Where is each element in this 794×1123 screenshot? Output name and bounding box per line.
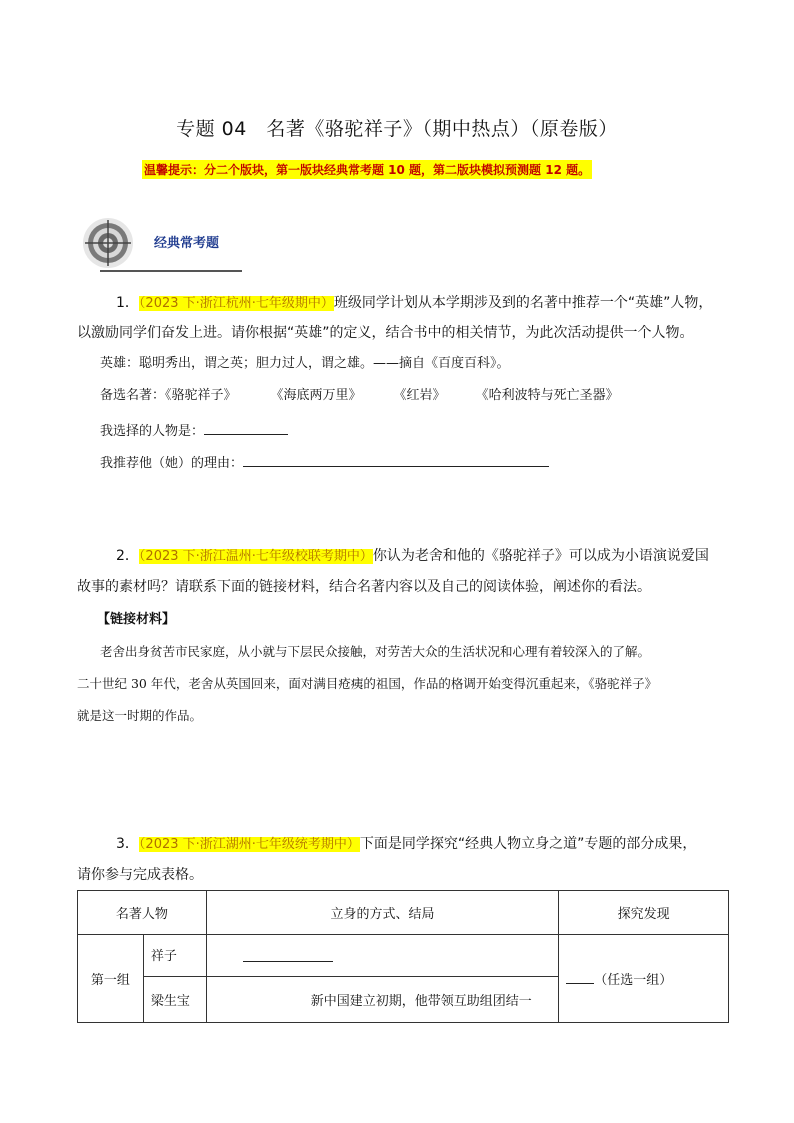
group-cell: 第一组 [78, 935, 144, 1023]
name-cell: 祥子 [143, 935, 206, 977]
table-header-row [78, 891, 729, 935]
q3-line-1 [116, 834, 696, 855]
finding-blank[interactable] [566, 969, 594, 984]
q1-option: 《哈利波特与死亡圣器》 [475, 388, 619, 403]
content-cell [206, 935, 559, 977]
content-cell: 新中国建立初期，他带领互助组团结一 [206, 977, 559, 1023]
target-icon [82, 217, 134, 269]
content-blank[interactable] [243, 947, 333, 962]
q2-text-b: 故事的素材吗？请联系下面的链接材料，结合名著内容以及自己的阅读体验，阐述你的看法。 [77, 579, 651, 595]
q3-source: （2023 下·浙江湖州·七年级统考期中） [138, 837, 360, 852]
section-label: 经典常考题 [154, 236, 220, 251]
q2-source: （2023 下·浙江温州·七年级校联考期中） [138, 549, 373, 564]
header-cell: 名著人物 [78, 891, 207, 935]
q1-source: （2023 下·浙江杭州·七年级期中） [138, 296, 334, 311]
page-title: 专题 04 名著《骆驼祥子》（期中热点）（原卷版） [176, 118, 618, 140]
q1-choice [100, 420, 288, 442]
q3-text-a: 下面是同学探究“经典人物立身之道”专题的部分成果， [359, 836, 697, 852]
finding-cell [559, 935, 729, 1023]
header-cell: 探究发现 [559, 891, 729, 935]
q1-reason-blank[interactable] [243, 452, 549, 467]
q1-options [100, 386, 619, 406]
q3-text-b: 请你参与完成表格。 [77, 867, 203, 883]
table-row [78, 935, 729, 977]
q2-material-line: 就是这一时期的作品。 [77, 708, 203, 723]
q1-reason-label: 我推荐他（她）的理由： [100, 456, 244, 471]
q1-options-label: 备选名著： [100, 388, 166, 403]
q2-material-title: 【链接材料】 [97, 612, 176, 627]
q1-option: 《红岩》 [393, 388, 446, 403]
q1-text-b: 以激励同学们奋发上进。请你根据“英雄”的定义，结合书中的相关情节，为此次活动提供一个人物。 [77, 325, 694, 341]
q3-number: 3． [116, 836, 139, 852]
q1-reason [100, 452, 549, 474]
q1-choice-blank[interactable] [204, 420, 288, 435]
name-cell: 梁生宝 [143, 977, 206, 1023]
q2-line-1 [116, 546, 709, 567]
q1-definition: 英雄：聪明秀出，谓之英；胆力过人，谓之雄。——摘自《百度百科》。 [100, 356, 510, 371]
exploration-table [77, 890, 729, 1023]
section-divider [100, 270, 242, 272]
finding-note: （任选一组） [594, 973, 673, 988]
q1-option: 《骆驼祥子》 [165, 388, 237, 403]
q2-text-a: 你认为老舍和他的《骆驼祥子》可以成为小语演说爱国 [372, 548, 709, 564]
q1-line-1 [116, 293, 712, 314]
q1-number: 1． [116, 295, 139, 311]
q2-material-line: 老舍出身贫苦市民家庭，从小就与下层民众接触，对劳苦大众的生活状况和心理有着较深入的了解。 [100, 644, 651, 659]
q2-number: 2． [116, 548, 139, 564]
tip-banner: 温馨提示：分二个版块，第一版块经典常考题 10 题，第二版块模拟预测题 12 题。 [142, 160, 592, 179]
header-cell: 立身的方式、结局 [206, 891, 559, 935]
q1-choice-label: 我选择的人物是： [100, 424, 205, 439]
q2-material-line: 二十世纪 30 年代，老舍从英国回来，面对满目疮痍的祖国，作品的格调开始变得沉重起来，《骆驼祥子》 [77, 676, 658, 691]
q1-text-a: 班级同学计划从本学期涉及到的名著中推荐一个“英雄”人物， [333, 295, 713, 311]
q1-option: 《海底两万里》 [270, 388, 362, 403]
